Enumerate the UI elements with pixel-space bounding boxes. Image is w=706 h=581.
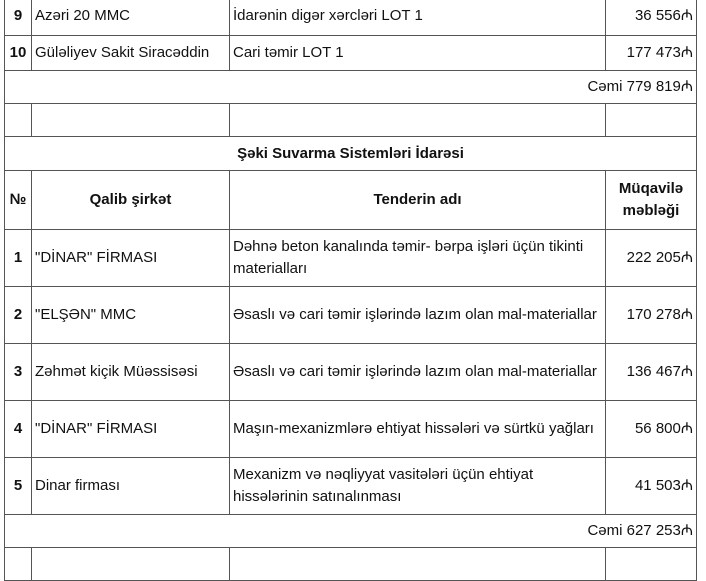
tender-table — [4, 0, 697, 581]
row-number: 3 — [5, 344, 32, 401]
amount-cell: 222 205₼ — [606, 230, 697, 287]
tender-cell: Cari təmir LOT 1 — [230, 36, 606, 71]
amount-cell: 177 473₼ — [606, 36, 697, 71]
total-label: Cəmi — [587, 78, 623, 95]
header-amount: Müqavilə məbləği — [606, 171, 697, 230]
row-number: 2 — [5, 287, 32, 344]
table-row — [5, 344, 697, 401]
tender-cell: Əsaslı və cari təmir işlərində lazım olan mal-materiallar — [230, 287, 606, 344]
company-cell: "ELŞƏN" MMC — [32, 287, 230, 344]
empty-cell — [230, 104, 606, 137]
empty-cell — [230, 548, 606, 581]
row-number: 4 — [5, 401, 32, 458]
total-row — [5, 71, 697, 104]
tender-cell: Maşın-mexanizmlərə ehtiyat hissələri və sürtkü yağları — [230, 401, 606, 458]
company-cell: Dinar firması — [32, 458, 230, 515]
amount-cell: 36 556₼ — [606, 0, 697, 36]
header-no: № — [5, 171, 32, 230]
row-number: 1 — [5, 230, 32, 287]
company-cell: Azəri 20 MMC — [32, 0, 230, 36]
company-cell: Zəhmət kiçik Müəssisəsi — [32, 344, 230, 401]
table-row — [5, 36, 697, 71]
total-amount: 627 253₼ — [626, 522, 693, 539]
spacer-row — [5, 548, 697, 581]
spacer-row — [5, 104, 697, 137]
table-row — [5, 230, 697, 287]
tender-cell: Mexanizm və nəqliyyat vasitələri üçün ehtiyat hissələrinin satınalınması — [230, 458, 606, 515]
table-row — [5, 458, 697, 515]
company-cell: "DİNAR" FİRMASI — [32, 230, 230, 287]
row-number: 9 — [5, 0, 32, 36]
section-title-row — [5, 137, 697, 171]
empty-cell — [32, 548, 230, 581]
section-title: Şəki Suvarma Sistemləri İdarəsi — [5, 137, 697, 171]
total-amount: 779 819₼ — [626, 78, 693, 95]
header-company: Qalib şirkət — [32, 171, 230, 230]
table-row — [5, 0, 697, 36]
empty-cell — [5, 104, 32, 137]
amount-cell: 56 800₼ — [606, 401, 697, 458]
total-label: Cəmi — [587, 522, 623, 539]
total-cell — [5, 515, 697, 548]
tender-cell: Əsaslı və cari təmir işlərində lazım olan mal-materiallar — [230, 344, 606, 401]
table-row — [5, 401, 697, 458]
amount-cell: 136 467₼ — [606, 344, 697, 401]
amount-cell: 170 278₼ — [606, 287, 697, 344]
header-tender: Tenderin adı — [230, 171, 606, 230]
empty-cell — [606, 104, 697, 137]
company-cell: "DİNAR" FİRMASI — [32, 401, 230, 458]
empty-cell — [5, 548, 32, 581]
empty-cell — [606, 548, 697, 581]
tender-cell: İdarənin digər xərcləri LOT 1 — [230, 0, 606, 36]
row-number: 10 — [5, 36, 32, 71]
header-row — [5, 171, 697, 230]
empty-cell — [32, 104, 230, 137]
total-row — [5, 515, 697, 548]
amount-cell: 41 503₼ — [606, 458, 697, 515]
company-cell: Güləliyev Sakit Siracəddin — [32, 36, 230, 71]
total-cell — [5, 71, 697, 104]
table-row — [5, 287, 697, 344]
row-number: 5 — [5, 458, 32, 515]
tender-cell: Dəhnə beton kanalında təmir- bərpa işləri üçün tikinti materialları — [230, 230, 606, 287]
